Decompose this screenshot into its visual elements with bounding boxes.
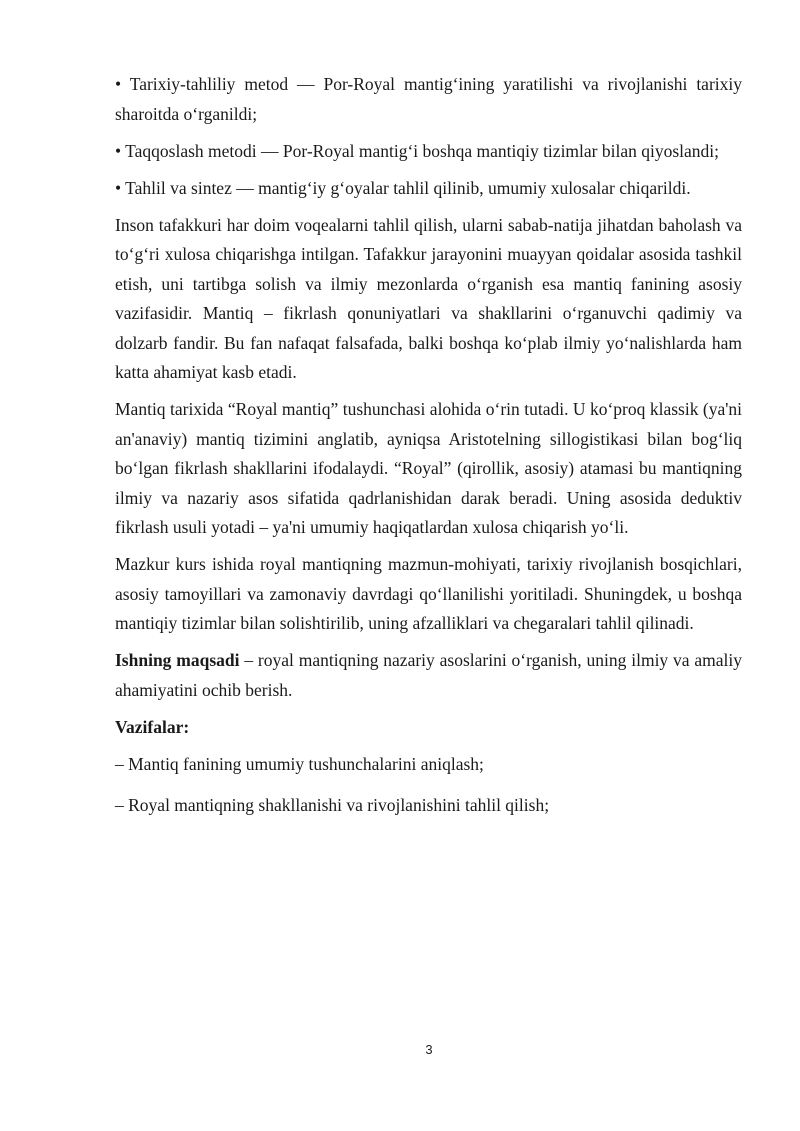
task-item: – Royal mantiqning shakllanishi va rivojlanishini tahlil qilish;: [115, 795, 550, 815]
paragraph-royal-logic: Mantiq tarixida “Royal mantiq” tushunchasi alohida o‘rin tutadi. U ko‘proq klassik (ya'ni an'anaviy) mantiq tizimini anglatib, ayniqsa Aristotelning sillogistikasi bilan bog‘liq bo‘lgan fikrlash shakllarini ifodalaydi. “Royal” (qirollik, asosiy) atamasi bu mantiqning ilmiy va nazariy asos sifatida qadrlanishidan darak beradi. Uning asosida deduktiv fikrlash usuli yotadi – ya'ni umumiy haqiqatlardan xulosa chiqarish yo‘li.: [115, 399, 742, 537]
task-item: – Mantiq fanining umumiy tushunchalarini aniqlash;: [115, 753, 484, 774]
method-bullet-analysis: • Tahlil va sintez — mantig‘iy g‘oyalar tahlil qilinib, umumiy xulosalar chiqarildi.: [115, 177, 691, 198]
goal-paragraph: [115, 646, 742, 705]
method-bullet-historical: • Tarixiy-tahliliy metod — Por-Royal mantig‘ining yaratilishi va rivojlanishi tarixiy sharoitda o‘rganildi;: [115, 74, 742, 124]
goal-label: Ishning maqsadi: [115, 650, 240, 670]
goal-text: – royal mantiqning nazariy asoslarini o‘rganish, uning ilmiy va amaliy ahamiyatini ochib berish.: [115, 650, 742, 700]
method-bullet-comparison: • Taqqoslash metodi — Por-Royal mantig‘i boshqa mantiqiy tizimlar bilan qiyoslandi;: [115, 140, 720, 161]
paragraph-intro: Inson tafakkuri har doim voqealarni tahlil qilish, ularni sabab-natija jihatdan baholash va to‘g‘ri xulosa chiqarishga intilgan. Tafakkur jarayonini muayyan qoidalar asosida tashkil etish, uni tartibga solish va ilmiy mezonlarda o‘rganish esa mantiq fanining asosiy vazifasidir. Mantiq – fikrlash qonuniyatlari va shakllarini o‘rganuvchi qadimiy va dolzarb fandir. Bu fan nafaqat falsafada, balki boshqa ko‘plab ilmiy yo‘nalishlarda ham katta ahamiyat kasb etadi.: [115, 214, 742, 382]
paragraph-course-scope: Mazkur kurs ishida royal mantiqning mazmun-mohiyati, tarixiy rivojlanish bosqichlari, asosiy tamoyillari va zamonaviy davrdagi qo‘llanilishi yoritiladi. Shuningdek, u boshqa mantiqiy tizimlar bilan solishtirilib, uning afzalliklari va chegaralari tahlil qilinadi.: [115, 554, 742, 633]
page-number: 3: [425, 1042, 433, 1057]
tasks-heading: Vazifalar:: [115, 716, 190, 737]
document-body: [115, 70, 742, 833]
